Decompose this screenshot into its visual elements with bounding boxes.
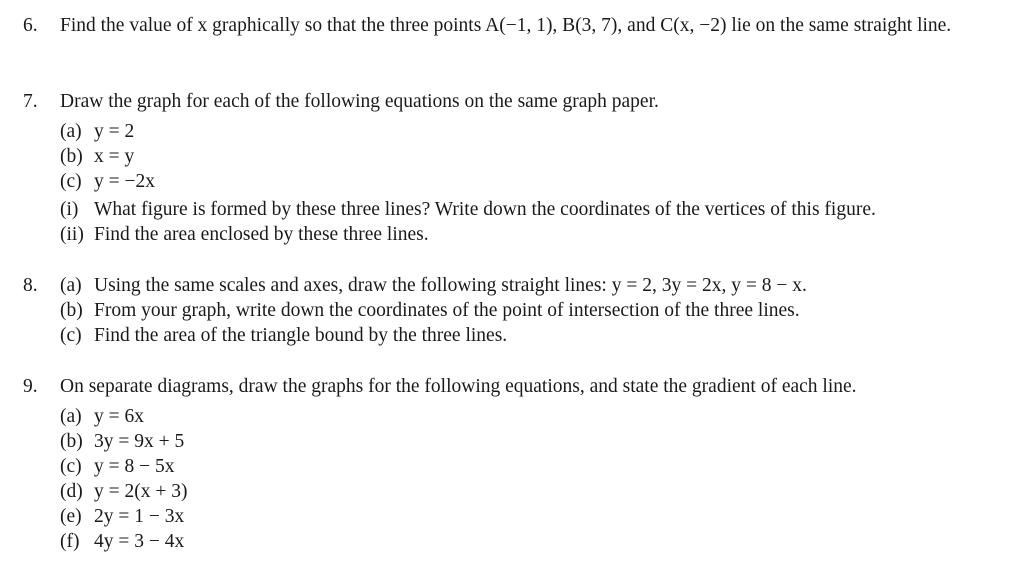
part-label: (c) [60,456,82,477]
equation-item [60,454,1010,479]
sub-question-text: From your graph, write down the coordinates of the point of intersection of the three lines. [94,300,800,321]
sub-question-text: What figure is formed by these three lines? Write down the coordinates of the vertices of this figure. [94,199,876,220]
question-body [60,374,1010,554]
part-label: (c) [60,325,82,346]
part-label: (e) [60,506,82,527]
equation-item [60,119,1010,144]
equation-text: 4y = 3 − 4x [94,531,185,552]
equation-item [60,144,1010,169]
sub-question [60,273,1010,298]
question-body [60,273,1010,348]
equation-item [60,504,1010,529]
sub-question-text: Find the area of the triangle bound by the three lines. [94,325,508,346]
question-text: Find the value of x graphically so that the three points A(−1, 1), B(3, 7), and C(x, −2) lie on the same straight line. [60,15,952,36]
question-number: 8. [23,275,38,296]
sub-question [60,323,1010,348]
sub-question [60,222,1010,247]
sub-question [60,197,1010,222]
equation-text: x = y [94,146,135,167]
equation-text: 3y = 9x + 5 [94,431,185,452]
part-label: (b) [60,431,83,452]
sub-question-text: Find the area enclosed by these three lines. [94,224,429,245]
part-label: (d) [60,481,83,502]
equation-text: y = 8 − 5x [94,456,175,477]
part-label: (b) [60,146,83,167]
part-label: (f) [60,531,80,552]
equation-text: y = 2(x + 3) [94,481,188,502]
equation-text: y = −2x [94,171,155,192]
equation-item [60,404,1010,429]
part-label: (c) [60,171,82,192]
part-label: (ii) [60,224,84,245]
part-label: (a) [60,275,82,296]
question-number: 6. [23,15,38,36]
part-label: (b) [60,300,83,321]
equation-item [60,169,1010,194]
question-body [60,13,1010,38]
equation-item [60,529,1010,554]
part-label: (i) [60,199,79,220]
equation-item [60,479,1010,504]
sub-question [60,298,1010,323]
sub-question-text: Using the same scales and axes, draw the following straight lines: y = 2, 3y = 2x, y = 8 − x. [94,275,807,296]
part-label: (a) [60,406,82,427]
equation-text: y = 2 [94,121,135,142]
question-text: Draw the graph for each of the following equations on the same graph paper. [60,91,659,112]
equation-text: 2y = 1 − 3x [94,506,185,527]
question-number: 9. [23,376,38,397]
equation-item [60,429,1010,454]
question-text: On separate diagrams, draw the graphs for the following equations, and state the gradient of each line. [60,376,857,397]
question-number: 7. [23,91,38,112]
question-body [60,89,1010,247]
part-label: (a) [60,121,82,142]
equation-text: y = 6x [94,406,144,427]
